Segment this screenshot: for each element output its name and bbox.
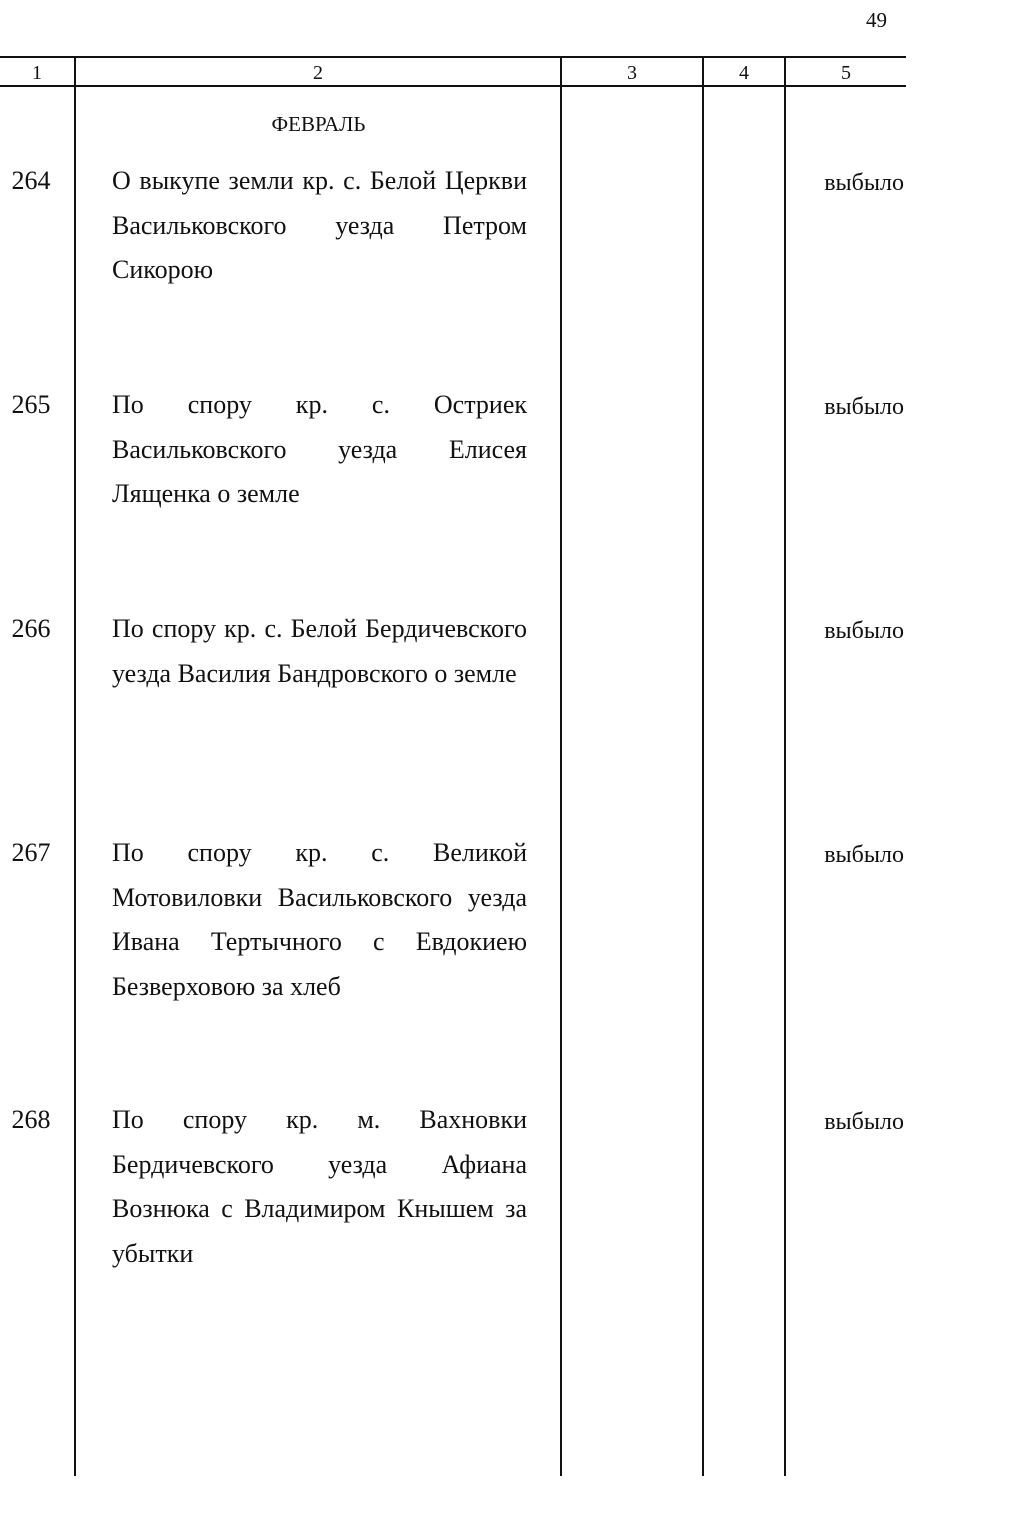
row-status: выбыло <box>824 618 904 644</box>
row-status: выбыло <box>824 842 904 868</box>
row-number: 266 <box>11 614 51 643</box>
row-status: выбыло <box>824 394 904 420</box>
row-description: По спору кр. с. Белой Бердичевского уезда Василия Бандровского о земле <box>112 614 527 688</box>
row-number: 264 <box>11 166 51 195</box>
page-number: 49 <box>866 8 887 32</box>
column-divider-4-5 <box>784 56 786 1476</box>
column-divider-2-3 <box>560 56 562 1476</box>
column-header-5: 5 <box>841 62 851 84</box>
row-number: 268 <box>11 1105 51 1134</box>
row-status: выбыло <box>824 1109 904 1135</box>
table-top-rule <box>0 56 906 58</box>
column-divider-1-2 <box>74 56 76 1476</box>
column-divider-3-4 <box>702 56 704 1476</box>
row-description: По спору кр. м. Вахновки Бердичевского уезда Афиана Вознюка с Владимиром Кнышем за убытки <box>112 1105 527 1268</box>
section-heading: ФЕВРАЛЬ <box>271 112 366 136</box>
row-description: О выкупе земли кр. с. Белой Церкви Васильковского уезда Петром Сикорою <box>112 166 527 284</box>
row-description: По спору кр. с. Остриек Васильковского уезда Елисея Лященка о земле <box>112 390 527 508</box>
row-number: 265 <box>11 390 51 419</box>
column-header-1: 1 <box>32 62 42 84</box>
table-header-rule <box>0 85 906 87</box>
column-header-4: 4 <box>739 62 749 84</box>
row-number: 267 <box>11 838 51 867</box>
column-header-2: 2 <box>313 62 323 84</box>
column-header-3: 3 <box>627 62 637 84</box>
row-description: По спору кр. с. Великой Мотовиловки Васильковского уезда Ивана Тертычного с Евдокиею Безверховою за хлеб <box>112 838 527 1001</box>
row-status: выбыло <box>824 170 904 196</box>
